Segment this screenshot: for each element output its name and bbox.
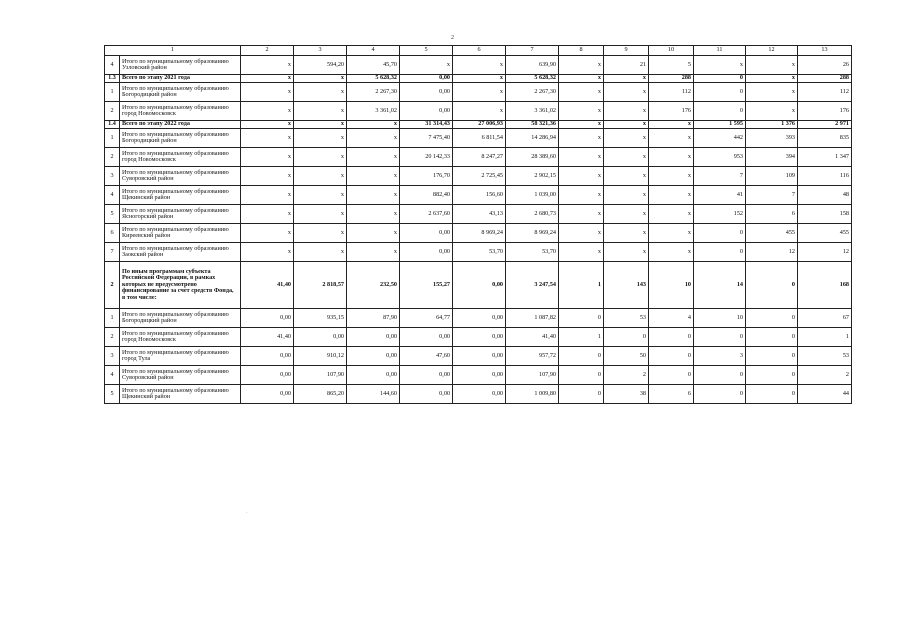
table-cell: х <box>453 75 506 83</box>
row-name: Итого по муниципальному образованию город Новомосковск <box>120 148 241 167</box>
row-name: Итого по муниципальному образованию город Новомосковск <box>120 328 241 347</box>
table-cell: 1 039,00 <box>506 186 559 205</box>
table-cell: 2 725,45 <box>453 167 506 186</box>
table-cell: х <box>294 205 347 224</box>
table-cell: 882,40 <box>400 186 453 205</box>
table-cell: 10 <box>694 309 746 328</box>
table-cell: х <box>746 102 798 121</box>
column-header: 4 <box>347 46 400 56</box>
row-index: 1 <box>105 83 120 102</box>
table-row <box>105 75 852 83</box>
table-cell: х <box>604 224 649 243</box>
table-cell: 14 <box>694 262 746 309</box>
table-cell: 112 <box>649 83 694 102</box>
table-cell: 0 <box>746 347 798 366</box>
table-cell: х <box>604 148 649 167</box>
table-cell: 0 <box>559 347 604 366</box>
table-cell: 10 <box>649 262 694 309</box>
table-cell: 232,50 <box>347 262 400 309</box>
row-index: 1.4 <box>105 121 120 129</box>
table-cell: 639,90 <box>506 56 559 75</box>
table-cell: 1 <box>559 328 604 347</box>
table-cell: х <box>746 56 798 75</box>
table-cell: х <box>294 75 347 83</box>
table-cell: х <box>347 167 400 186</box>
table-cell: х <box>604 102 649 121</box>
table-cell: 6 <box>649 385 694 404</box>
table-row <box>105 262 852 309</box>
table-cell: х <box>294 186 347 205</box>
table-cell: 0 <box>649 347 694 366</box>
table-cell: 1 595 <box>694 121 746 129</box>
table-cell: 0,00 <box>400 328 453 347</box>
row-name: Итого по муниципальному образованию Суворовский район <box>120 366 241 385</box>
table-cell: х <box>241 75 294 83</box>
table-cell: 288 <box>649 75 694 83</box>
column-header: 7 <box>506 46 559 56</box>
table-cell: 53,70 <box>506 243 559 262</box>
table-cell: х <box>347 121 400 129</box>
row-name: Итого по муниципальному образованию Киреевский район <box>120 224 241 243</box>
table-row <box>105 121 852 129</box>
table-cell: 0 <box>746 262 798 309</box>
table-cell: 0,00 <box>347 347 400 366</box>
table-cell: х <box>241 224 294 243</box>
table-cell: 58 321,36 <box>506 121 559 129</box>
row-index: 1 <box>105 129 120 148</box>
table-cell: 28 389,60 <box>506 148 559 167</box>
table-cell: 865,20 <box>294 385 347 404</box>
table-cell: 394 <box>746 148 798 167</box>
table-row <box>105 56 852 75</box>
table-cell: 64,77 <box>400 309 453 328</box>
table-cell: 67 <box>798 309 852 328</box>
table-cell: 143 <box>604 262 649 309</box>
table-cell: х <box>400 56 453 75</box>
table-cell: 1 009,80 <box>506 385 559 404</box>
row-index: 2 <box>105 148 120 167</box>
table-cell: 155,27 <box>400 262 453 309</box>
table-cell: 3 <box>694 347 746 366</box>
table-cell: 835 <box>798 129 852 148</box>
table-cell: 4 <box>649 309 694 328</box>
row-name: Итого по муниципальному образованию Суворовский район <box>120 167 241 186</box>
column-header: 8 <box>559 46 604 56</box>
table-cell: х <box>649 205 694 224</box>
table-cell: х <box>294 102 347 121</box>
table-cell: 0 <box>694 75 746 83</box>
table-cell: х <box>604 243 649 262</box>
table-cell: 107,90 <box>506 366 559 385</box>
table-cell: х <box>746 83 798 102</box>
table-cell: 0 <box>649 328 694 347</box>
table-cell: 3 361,02 <box>347 102 400 121</box>
table-cell: х <box>604 75 649 83</box>
table-cell: 53 <box>604 309 649 328</box>
row-name: Итого по муниципальному образованию Заокский район <box>120 243 241 262</box>
table-cell: х <box>604 186 649 205</box>
table-cell: х <box>604 129 649 148</box>
table-cell: х <box>241 83 294 102</box>
table-cell: х <box>559 205 604 224</box>
table-cell: 288 <box>798 75 852 83</box>
table-cell: 455 <box>798 224 852 243</box>
table-cell: х <box>453 83 506 102</box>
row-name: Итого по муниципальному образованию город Новомосковск <box>120 102 241 121</box>
table-cell: 0,00 <box>400 385 453 404</box>
table-cell: х <box>649 224 694 243</box>
table-row <box>105 385 852 404</box>
table-cell: х <box>559 224 604 243</box>
table-cell: х <box>294 121 347 129</box>
table-cell: 8 247,27 <box>453 148 506 167</box>
column-header: 1 <box>105 46 241 56</box>
table-cell: 38 <box>604 385 649 404</box>
table-cell: 0 <box>649 366 694 385</box>
table-cell: 0,00 <box>400 75 453 83</box>
table-cell: 152 <box>694 205 746 224</box>
table-cell: х <box>604 167 649 186</box>
table-cell: х <box>294 224 347 243</box>
table-cell: 1 347 <box>798 148 852 167</box>
table-cell: 0 <box>559 366 604 385</box>
table-cell: 48 <box>798 186 852 205</box>
table-cell: х <box>347 186 400 205</box>
row-index: 2 <box>105 102 120 121</box>
table-cell: х <box>559 148 604 167</box>
table-cell: 1 <box>559 262 604 309</box>
table-cell: 156,60 <box>453 186 506 205</box>
table-cell: х <box>347 129 400 148</box>
table-cell: х <box>559 102 604 121</box>
table-cell: 12 <box>746 243 798 262</box>
table-cell: 0 <box>559 309 604 328</box>
table-cell: 53 <box>798 347 852 366</box>
table-cell: 953 <box>694 148 746 167</box>
table-cell: х <box>241 186 294 205</box>
table-cell: 0 <box>746 309 798 328</box>
column-header: 12 <box>746 46 798 56</box>
table-cell: х <box>649 167 694 186</box>
table-cell: х <box>241 205 294 224</box>
row-name: Итого по муниципальному образованию город Тула <box>120 347 241 366</box>
table-cell: х <box>559 83 604 102</box>
table-cell: х <box>241 121 294 129</box>
table-body <box>105 56 852 404</box>
table-cell: 109 <box>746 167 798 186</box>
table-cell: 0,00 <box>347 366 400 385</box>
table-cell: 0,00 <box>400 102 453 121</box>
table-cell: х <box>294 243 347 262</box>
table-cell: 8 969,24 <box>506 224 559 243</box>
table-cell: 0,00 <box>347 328 400 347</box>
table-cell: 7 <box>746 186 798 205</box>
table-cell: х <box>294 83 347 102</box>
table-cell: 2 902,15 <box>506 167 559 186</box>
table-cell: 0,00 <box>453 347 506 366</box>
table-cell: 5 628,32 <box>506 75 559 83</box>
column-header: 6 <box>453 46 506 56</box>
row-index: 3 <box>105 347 120 366</box>
table-cell: 6 <box>746 205 798 224</box>
row-index: 7 <box>105 243 120 262</box>
table-cell: 1 087,82 <box>506 309 559 328</box>
table-cell: 21 <box>604 56 649 75</box>
table-cell: х <box>241 167 294 186</box>
table-row <box>105 243 852 262</box>
table-row <box>105 83 852 102</box>
table-cell: 0,00 <box>241 385 294 404</box>
table-cell: 53,70 <box>453 243 506 262</box>
table-cell: 144,60 <box>347 385 400 404</box>
table-cell: х <box>294 148 347 167</box>
table-cell: х <box>604 121 649 129</box>
table-cell: 1 376 <box>746 121 798 129</box>
table-cell: 41,40 <box>506 328 559 347</box>
table-cell: х <box>559 75 604 83</box>
table-cell: 47,60 <box>400 347 453 366</box>
table-cell: 43,13 <box>453 205 506 224</box>
table-cell: х <box>649 243 694 262</box>
table-cell: 26 <box>798 56 852 75</box>
table-cell: 27 006,93 <box>453 121 506 129</box>
table-cell: 2 267,30 <box>347 83 400 102</box>
row-index: 4 <box>105 366 120 385</box>
table-cell: 12 <box>798 243 852 262</box>
table-cell: 158 <box>798 205 852 224</box>
table-cell: 0 <box>694 83 746 102</box>
table-row <box>105 347 852 366</box>
table-cell: х <box>559 56 604 75</box>
table-cell: 3 247,54 <box>506 262 559 309</box>
table-cell: х <box>347 243 400 262</box>
row-index: 5 <box>105 385 120 404</box>
table-cell: 594,20 <box>294 56 347 75</box>
table-cell: 41,40 <box>241 328 294 347</box>
table-cell: 455 <box>746 224 798 243</box>
table-cell: 935,15 <box>294 309 347 328</box>
row-name: Итого по муниципальному образованию Узловский район <box>120 56 241 75</box>
column-header: 2 <box>241 46 294 56</box>
table-cell: 0,00 <box>453 385 506 404</box>
table-cell: х <box>559 243 604 262</box>
table-cell: 116 <box>798 167 852 186</box>
column-header: 13 <box>798 46 852 56</box>
table-cell: х <box>559 129 604 148</box>
table-cell: 2 637,60 <box>400 205 453 224</box>
table-cell: х <box>241 243 294 262</box>
column-header: 9 <box>604 46 649 56</box>
table-cell: 0 <box>694 385 746 404</box>
row-name: Итого по муниципальному образованию Богородицкий район <box>120 129 241 148</box>
table-cell: 2 <box>798 366 852 385</box>
table-cell: 41,40 <box>241 262 294 309</box>
table-cell: х <box>294 167 347 186</box>
table-cell: 0,00 <box>453 328 506 347</box>
row-index: 2 <box>105 328 120 347</box>
table-cell: 7 <box>694 167 746 186</box>
row-name: Итого по муниципальному образованию Ясногорский район <box>120 205 241 224</box>
table-cell: 0,00 <box>453 366 506 385</box>
table-cell: х <box>241 148 294 167</box>
row-index: 5 <box>105 205 120 224</box>
table-cell: 3 361,02 <box>506 102 559 121</box>
table-cell: х <box>559 121 604 129</box>
table-cell: 0 <box>694 328 746 347</box>
table-row <box>105 205 852 224</box>
table-row <box>105 328 852 347</box>
row-index: 1 <box>105 309 120 328</box>
table-cell: 0 <box>604 328 649 347</box>
table-cell: х <box>649 129 694 148</box>
table-cell: 0,00 <box>400 83 453 102</box>
table-cell: 0,00 <box>453 262 506 309</box>
page-number: 2 <box>451 35 454 41</box>
table-cell: 176 <box>798 102 852 121</box>
data-table <box>104 45 852 404</box>
table-row <box>105 167 852 186</box>
table-cell: 910,12 <box>294 347 347 366</box>
column-header: 10 <box>649 46 694 56</box>
table-cell: х <box>347 205 400 224</box>
table-cell: 0 <box>694 366 746 385</box>
table-cell: х <box>294 129 347 148</box>
row-index: 2 <box>105 262 120 309</box>
table-row <box>105 102 852 121</box>
table-cell: 0 <box>559 385 604 404</box>
table-cell: 0,00 <box>453 309 506 328</box>
table-cell: 87,90 <box>347 309 400 328</box>
row-name: Итого по муниципальному образованию Щекинский район <box>120 385 241 404</box>
table-cell: 0,00 <box>400 366 453 385</box>
table-cell: 1 <box>798 328 852 347</box>
table-cell: 44 <box>798 385 852 404</box>
table-cell: 0,00 <box>241 309 294 328</box>
table-cell: 107,90 <box>294 366 347 385</box>
table-cell: х <box>604 205 649 224</box>
table-row <box>105 224 852 243</box>
table-cell: х <box>559 167 604 186</box>
table-cell: х <box>649 186 694 205</box>
row-name: По иным программам субъекта Российской Федерации, в рамках которых не предусмотрено финансирование за счет средств Фонда, в том числе: <box>120 262 241 309</box>
table-cell: 8 969,24 <box>453 224 506 243</box>
table-cell: 112 <box>798 83 852 102</box>
row-name: Итого по муниципальному образованию Щекинский район <box>120 186 241 205</box>
table-cell: 2 971 <box>798 121 852 129</box>
column-header: 3 <box>294 46 347 56</box>
row-index: 6 <box>105 224 120 243</box>
table-cell: 2 818,57 <box>294 262 347 309</box>
column-header: 5 <box>400 46 453 56</box>
table-cell: 2 <box>604 366 649 385</box>
page-speck: · <box>246 511 248 516</box>
header-row <box>105 46 852 56</box>
row-name: Итого по муниципальному образованию Богородицкий район <box>120 309 241 328</box>
table-row <box>105 148 852 167</box>
table-cell: 0 <box>694 243 746 262</box>
table-cell: х <box>453 56 506 75</box>
table-cell: 0,00 <box>294 328 347 347</box>
table-cell: 2 680,73 <box>506 205 559 224</box>
table-cell: 0 <box>746 385 798 404</box>
table-row <box>105 309 852 328</box>
table-cell: 0,00 <box>400 243 453 262</box>
table-cell: 442 <box>694 129 746 148</box>
row-index: 1.3 <box>105 75 120 83</box>
table-cell: 176,70 <box>400 167 453 186</box>
table-cell: х <box>241 129 294 148</box>
table-cell: 31 314,43 <box>400 121 453 129</box>
row-index: 4 <box>105 56 120 75</box>
table-row <box>105 129 852 148</box>
table-cell: х <box>746 75 798 83</box>
table-cell: х <box>347 148 400 167</box>
table-cell: 45,70 <box>347 56 400 75</box>
table-cell: 41 <box>694 186 746 205</box>
table-cell: 0 <box>746 366 798 385</box>
table-cell: 5 <box>649 56 694 75</box>
table-cell: 0,00 <box>241 366 294 385</box>
row-index: 3 <box>105 167 120 186</box>
table-cell: 7 475,40 <box>400 129 453 148</box>
row-index: 4 <box>105 186 120 205</box>
table-cell: х <box>649 148 694 167</box>
row-name: Итого по муниципальному образованию Богородицкий район <box>120 83 241 102</box>
table-cell: 5 628,32 <box>347 75 400 83</box>
table-cell: 50 <box>604 347 649 366</box>
table-cell: 957,72 <box>506 347 559 366</box>
table-cell: х <box>649 121 694 129</box>
table-cell: 0 <box>694 224 746 243</box>
table-row <box>105 366 852 385</box>
row-name: Всего по этапу 2021 года <box>120 75 241 83</box>
table-cell: х <box>453 102 506 121</box>
table-cell: х <box>559 186 604 205</box>
table-cell: 393 <box>746 129 798 148</box>
table-cell: 168 <box>798 262 852 309</box>
table-cell: 0 <box>694 102 746 121</box>
table-cell: 0,00 <box>400 224 453 243</box>
table-row <box>105 186 852 205</box>
table-cell: х <box>604 83 649 102</box>
table-cell: 14 286,94 <box>506 129 559 148</box>
table-cell: 6 811,54 <box>453 129 506 148</box>
column-header: 11 <box>694 46 746 56</box>
table-cell: х <box>347 224 400 243</box>
table-cell: 20 142,33 <box>400 148 453 167</box>
table-cell: 0 <box>746 328 798 347</box>
table-cell: 176 <box>649 102 694 121</box>
row-name: Всего по этапу 2022 года <box>120 121 241 129</box>
table-cell: х <box>241 56 294 75</box>
table-cell: 0,00 <box>241 347 294 366</box>
table-cell: х <box>241 102 294 121</box>
table-cell: х <box>694 56 746 75</box>
table-cell: 2 267,30 <box>506 83 559 102</box>
